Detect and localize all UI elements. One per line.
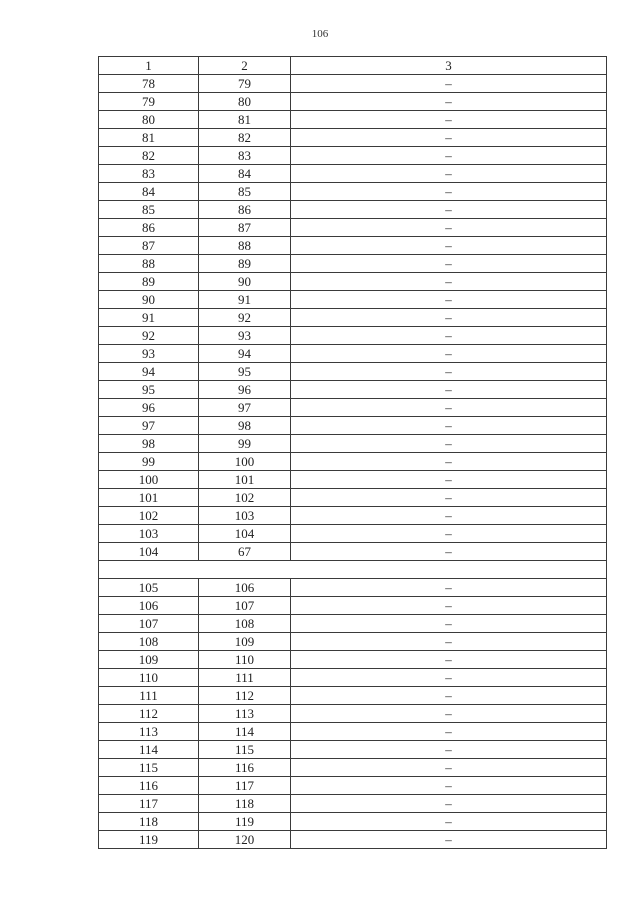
table-cell-col-2: 103 (199, 507, 291, 525)
table-cell-col-3: – (291, 759, 607, 777)
table-cell-col-1: 80 (99, 111, 199, 129)
table-row (99, 759, 607, 777)
table-row (99, 507, 607, 525)
table-cell-col-1: 92 (99, 327, 199, 345)
table-row (99, 381, 607, 399)
table-row (99, 489, 607, 507)
table-cell-col-1: 113 (99, 723, 199, 741)
table-row (99, 831, 607, 849)
table-cell-col-2: 83 (199, 147, 291, 165)
table-row (99, 417, 607, 435)
table-cell-col-1: 94 (99, 363, 199, 381)
table-row (99, 363, 607, 381)
table-cell-col-3: – (291, 111, 607, 129)
table-cell-col-1: 81 (99, 129, 199, 147)
table-cell-col-3: – (291, 327, 607, 345)
table-cell-col-2: 88 (199, 237, 291, 255)
table-row (99, 795, 607, 813)
table-cell-col-3: – (291, 237, 607, 255)
table-cell-col-1: 102 (99, 507, 199, 525)
table-cell-col-1: 104 (99, 543, 199, 561)
table-cell-col-3: – (291, 615, 607, 633)
table-cell-col-3: – (291, 507, 607, 525)
table-cell-col-1: 111 (99, 687, 199, 705)
table-cell-col-3: – (291, 363, 607, 381)
table-row (99, 291, 607, 309)
table-row (99, 255, 607, 273)
table-row (99, 471, 607, 489)
table-row (99, 399, 607, 417)
table-cell-col-3: – (291, 777, 607, 795)
table-row (99, 651, 607, 669)
table-cell-col-3: – (291, 399, 607, 417)
table-cell-col-2: 110 (199, 651, 291, 669)
table-row (99, 543, 607, 561)
table-cell-col-3: – (291, 345, 607, 363)
table-cell-col-1: 99 (99, 453, 199, 471)
table-cell-col-2: 115 (199, 741, 291, 759)
table-cell-col-1: 107 (99, 615, 199, 633)
table-cell-col-2: 97 (199, 399, 291, 417)
table-cell-col-3: – (291, 381, 607, 399)
group-separator-cell (99, 561, 607, 579)
table-cell-col-2: 87 (199, 219, 291, 237)
table-cell-col-3: – (291, 147, 607, 165)
table-cell-col-3: – (291, 723, 607, 741)
table-cell-col-1: 87 (99, 237, 199, 255)
table-cell-col-1: 108 (99, 633, 199, 651)
table-cell-col-1: 93 (99, 345, 199, 363)
table-cell-col-1: 82 (99, 147, 199, 165)
table-cell-col-1: 100 (99, 471, 199, 489)
table-row (99, 615, 607, 633)
table-cell-col-1: 114 (99, 741, 199, 759)
table-cell-col-3: – (291, 165, 607, 183)
table-row (99, 309, 607, 327)
table-cell-col-1: 110 (99, 669, 199, 687)
table-cell-col-1: 106 (99, 597, 199, 615)
table-cell-col-1: 109 (99, 651, 199, 669)
table-cell-col-2: 120 (199, 831, 291, 849)
table-cell-col-1: 95 (99, 381, 199, 399)
table-cell-col-2: 118 (199, 795, 291, 813)
table-row (99, 687, 607, 705)
table-cell-col-2: 93 (199, 327, 291, 345)
table-row (99, 183, 607, 201)
table-cell-col-2: 67 (199, 543, 291, 561)
table-cell-col-3: – (291, 453, 607, 471)
group-separator-row (99, 561, 607, 579)
table-row (99, 201, 607, 219)
table-cell-col-1: 118 (99, 813, 199, 831)
table-cell-col-3: – (291, 255, 607, 273)
header-row (99, 57, 607, 75)
table-cell-col-1: 115 (99, 759, 199, 777)
table-cell-col-2: 106 (199, 579, 291, 597)
table-cell-col-3: – (291, 183, 607, 201)
table-cell-col-2: 114 (199, 723, 291, 741)
table-cell-col-1: 91 (99, 309, 199, 327)
table-row (99, 273, 607, 291)
table-row (99, 111, 607, 129)
table-cell-col-2: 84 (199, 165, 291, 183)
table-cell-col-3: – (291, 669, 607, 687)
table-cell-col-1: 83 (99, 165, 199, 183)
table-cell-col-3: – (291, 129, 607, 147)
table-cell-col-3: – (291, 417, 607, 435)
table-cell-col-1: 101 (99, 489, 199, 507)
table-row (99, 453, 607, 471)
table-cell-col-2: 86 (199, 201, 291, 219)
table-cell-col-1: 98 (99, 435, 199, 453)
table-cell-col-1: 88 (99, 255, 199, 273)
table-cell-col-2: 100 (199, 453, 291, 471)
table-row (99, 723, 607, 741)
table-row (99, 705, 607, 723)
table-cell-col-2: 99 (199, 435, 291, 453)
table-row (99, 669, 607, 687)
table-cell-col-3: – (291, 219, 607, 237)
table-cell-col-2: 96 (199, 381, 291, 399)
table-cell-col-2: 80 (199, 93, 291, 111)
table-cell-col-2: 81 (199, 111, 291, 129)
table-cell-col-1: 119 (99, 831, 199, 849)
table-row (99, 129, 607, 147)
table-cell-col-1: 96 (99, 399, 199, 417)
table-cell-col-3: – (291, 489, 607, 507)
table-row (99, 435, 607, 453)
table-cell-col-1: 103 (99, 525, 199, 543)
table-cell-col-2: 113 (199, 705, 291, 723)
table-row (99, 75, 607, 93)
table-cell-col-3: – (291, 471, 607, 489)
table-cell-col-2: 108 (199, 615, 291, 633)
table-row (99, 777, 607, 795)
table-cell-col-2: 111 (199, 669, 291, 687)
table-cell-col-3: – (291, 93, 607, 111)
table-cell-col-3: – (291, 75, 607, 93)
table-cell-col-1: 105 (99, 579, 199, 597)
table-row (99, 633, 607, 651)
table-row (99, 219, 607, 237)
table-cell-col-3: – (291, 435, 607, 453)
table-cell-col-2: 109 (199, 633, 291, 651)
table-body (99, 57, 607, 849)
table-cell-col-3: – (291, 741, 607, 759)
table-row (99, 237, 607, 255)
table-row (99, 327, 607, 345)
table-row (99, 597, 607, 615)
table-cell-col-2: 94 (199, 345, 291, 363)
table-cell-col-1: 117 (99, 795, 199, 813)
table-row (99, 579, 607, 597)
table-row (99, 813, 607, 831)
table-cell-col-3: – (291, 201, 607, 219)
table-cell-col-2: 82 (199, 129, 291, 147)
table-cell-col-3: – (291, 525, 607, 543)
table-cell-col-3: – (291, 597, 607, 615)
table-cell-col-2: 91 (199, 291, 291, 309)
table-cell-col-2: 95 (199, 363, 291, 381)
table-cell-col-1: 86 (99, 219, 199, 237)
table-cell-col-2: 112 (199, 687, 291, 705)
table-cell-col-2: 85 (199, 183, 291, 201)
table-cell-col-3: – (291, 705, 607, 723)
table-cell-col-3: – (291, 651, 607, 669)
table-cell-col-3: – (291, 813, 607, 831)
table-row (99, 741, 607, 759)
table-cell-col-3: – (291, 795, 607, 813)
table-cell-col-3: – (291, 291, 607, 309)
table-cell-col-1: 85 (99, 201, 199, 219)
table-cell-col-1: 79 (99, 93, 199, 111)
table-cell-col-2: 89 (199, 255, 291, 273)
table-cell-col-2: 90 (199, 273, 291, 291)
data-table (98, 56, 607, 849)
table-cell-col-2: 116 (199, 759, 291, 777)
table-cell-col-3: – (291, 579, 607, 597)
table-cell-col-3: – (291, 687, 607, 705)
table-cell-col-2: 104 (199, 525, 291, 543)
table-row (99, 147, 607, 165)
table-cell-col-2: 119 (199, 813, 291, 831)
table-cell-col-3: – (291, 543, 607, 561)
header-cell-2: 2 (199, 57, 291, 75)
table-cell-col-2: 92 (199, 309, 291, 327)
table-row (99, 345, 607, 363)
table-cell-col-3: – (291, 273, 607, 291)
table-cell-col-1: 84 (99, 183, 199, 201)
header-cell-3: 3 (291, 57, 607, 75)
table-cell-col-2: 98 (199, 417, 291, 435)
table-row (99, 93, 607, 111)
table-cell-col-2: 107 (199, 597, 291, 615)
table-row (99, 165, 607, 183)
table-cell-col-1: 116 (99, 777, 199, 795)
table-cell-col-2: 79 (199, 75, 291, 93)
table-cell-col-3: – (291, 633, 607, 651)
header-cell-1: 1 (99, 57, 199, 75)
table-cell-col-1: 78 (99, 75, 199, 93)
table-cell-col-2: 102 (199, 489, 291, 507)
table-cell-col-1: 112 (99, 705, 199, 723)
table-cell-col-2: 117 (199, 777, 291, 795)
table-cell-col-1: 97 (99, 417, 199, 435)
table-row (99, 525, 607, 543)
table-cell-col-2: 101 (199, 471, 291, 489)
page-number: 106 (311, 28, 329, 40)
table-cell-col-1: 89 (99, 273, 199, 291)
table-cell-col-1: 90 (99, 291, 199, 309)
table-cell-col-3: – (291, 831, 607, 849)
table-cell-col-3: – (291, 309, 607, 327)
